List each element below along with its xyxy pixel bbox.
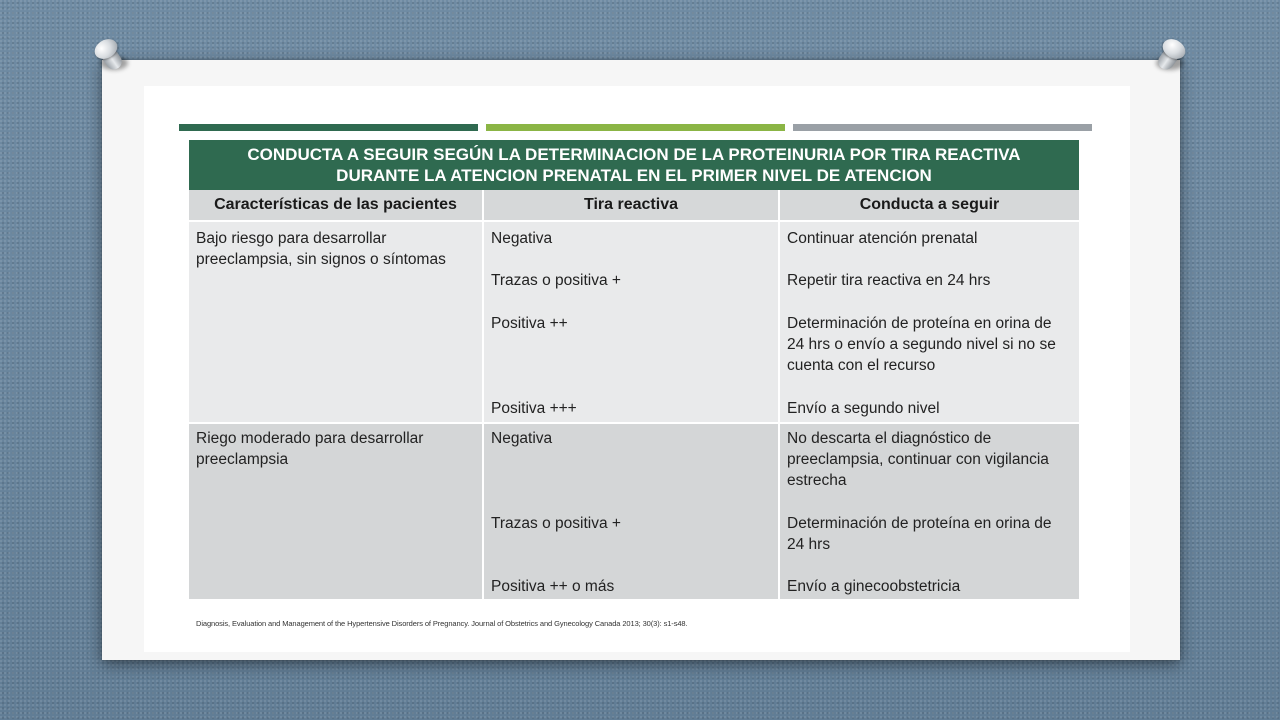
citation-footnote: Diagnosis, Evaluation and Management of the Hypertensive Disorders of Pregnancy. Journal of Obstetrics and Gynecology Canada 2013; 30(3): s1-s48. <box>196 619 688 628</box>
column-header-patients: Características de las pacientes <box>189 190 484 220</box>
action-text: Envío a segundo nivel <box>787 400 940 417</box>
table-row-group-moderate-risk <box>189 422 1079 599</box>
pushpin-icon <box>90 38 134 82</box>
strip-cell <box>484 222 780 422</box>
strip-result: Trazas o positiva + <box>491 272 621 289</box>
strip-result: Negativa <box>491 230 553 247</box>
gray-bar <box>793 124 1092 131</box>
pushpin-icon <box>1146 38 1190 82</box>
patient-cell <box>189 424 484 599</box>
table-row-group-low-risk <box>189 220 1079 422</box>
patient-description: Riego moderado para desarrollar preeclampsia <box>196 430 424 468</box>
column-header-action: Conducta a seguir <box>859 196 1000 213</box>
action-text: Determinación de proteína en orina de 24 hrs o envío a segundo nivel si no se cuenta con el recurso <box>787 315 1056 374</box>
patient-cell <box>189 222 484 422</box>
action-cell <box>780 424 1079 599</box>
table-title-line-1: CONDUCTA A SEGUIR SEGÚN LA DETERMINACION DE LA PROTEINURIA POR TIRA REACTIVA <box>247 145 1021 164</box>
table-title-line-2: DURANTE LA ATENCION PRENATAL EN EL PRIMER NIVEL DE ATENCION <box>336 166 932 185</box>
proteinuria-table <box>189 140 1079 599</box>
table-title <box>189 140 1079 190</box>
decorative-color-bars <box>179 124 1092 132</box>
action-text: Repetir tira reactiva en 24 hrs <box>787 272 991 289</box>
strip-result: Positiva +++ <box>491 400 577 417</box>
strip-result: Positiva ++ <box>491 315 568 332</box>
strip-result: Negativa <box>491 430 553 447</box>
action-text: Continuar atención prenatal <box>787 230 978 247</box>
light-green-bar <box>486 124 785 131</box>
column-headers <box>189 190 1079 220</box>
action-text: Envío a ginecoobstetricia <box>787 578 961 595</box>
patient-description: Bajo riesgo para desarrollar preeclampsia, sin signos o síntomas <box>196 230 446 268</box>
strip-result: Positiva ++ o más <box>491 578 615 595</box>
dark-green-bar <box>179 124 478 131</box>
action-text: Determinación de proteína en orina de 24 hrs <box>787 515 1052 553</box>
column-header-strip: Tira reactiva <box>484 190 780 220</box>
action-cell <box>780 222 1079 422</box>
action-text: No descarta el diagnóstico de preeclampsia, continuar con vigilancia estrecha <box>787 430 1049 489</box>
strip-cell <box>484 424 780 599</box>
strip-result: Trazas o positiva + <box>491 515 621 532</box>
